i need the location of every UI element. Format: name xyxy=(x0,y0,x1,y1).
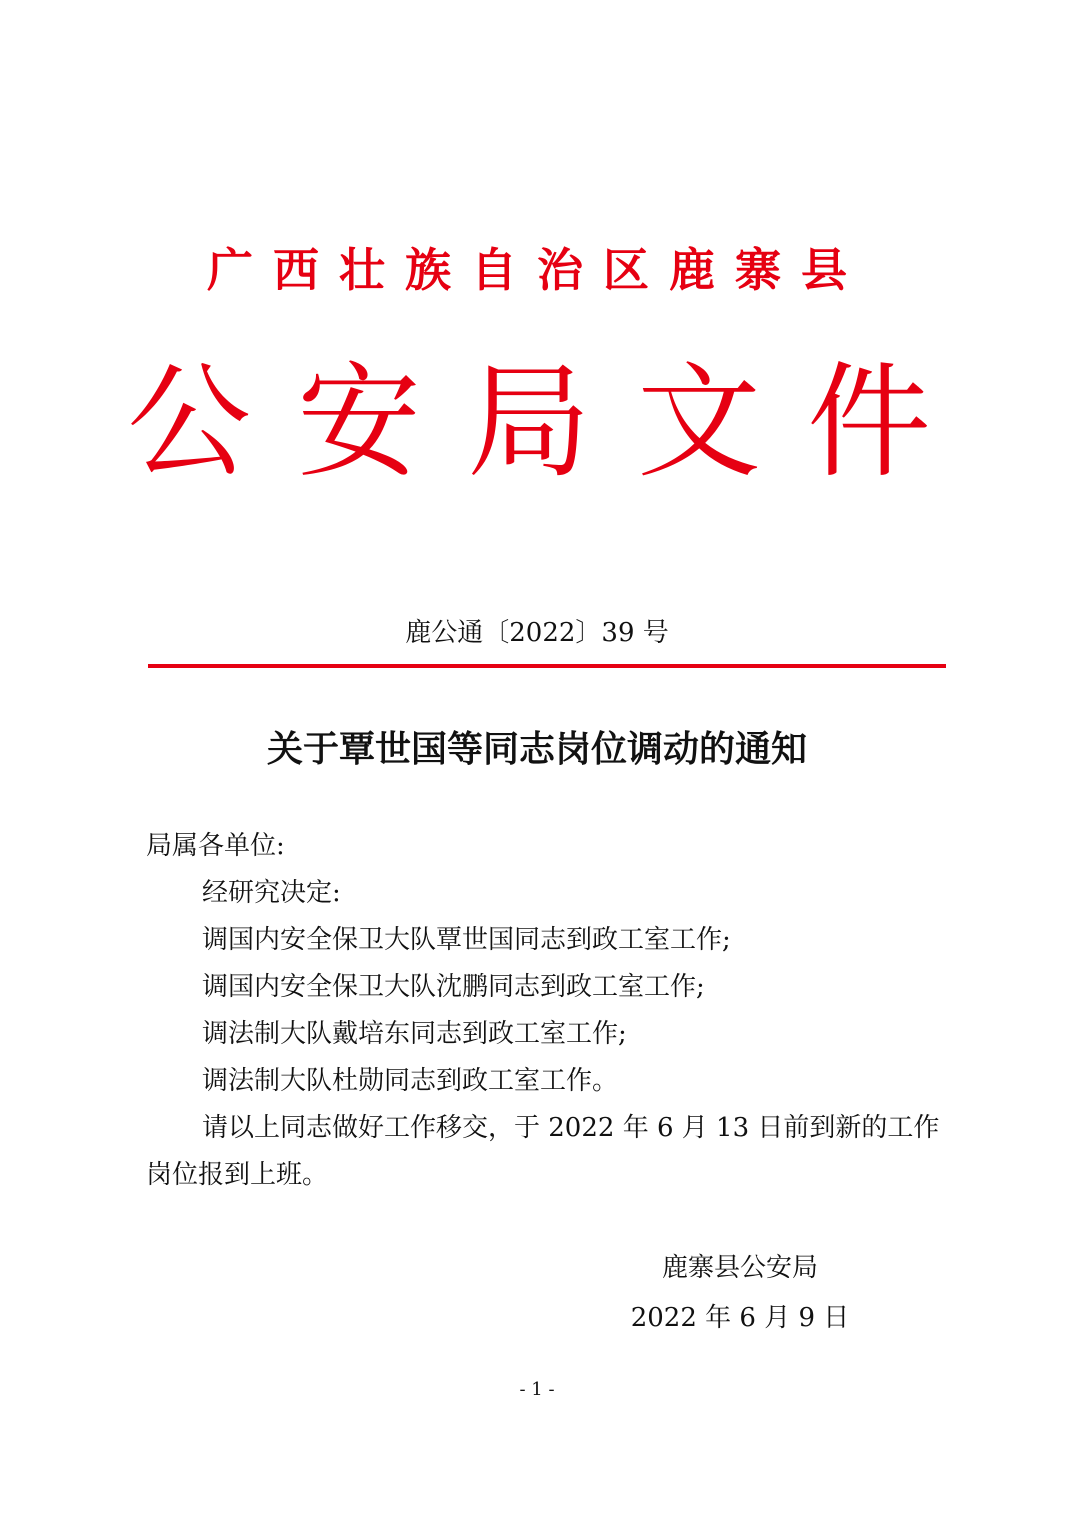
body-paragraph: 经研究决定: xyxy=(202,878,341,908)
signature-organization: 鹿寨县公安局 xyxy=(661,1253,818,1283)
salutation: 局属各单位: xyxy=(146,831,285,861)
document-title: 关于覃世国等同志岗位调动的通知 xyxy=(266,728,807,770)
signature-date: 2022 年 6 月 9 日 xyxy=(630,1303,850,1333)
body-paragraph: 调法制大队杜勋同志到政工室工作。 xyxy=(202,1066,619,1096)
issuer-name-line: 广西壮族自治区鹿寨县 xyxy=(207,243,867,297)
signature-block xyxy=(620,1243,860,1343)
body-paragraph: 请以上同志做好工作移交，于 2022 年 6 月 13 日前到新的工作岗位报到上班。 xyxy=(146,1113,940,1190)
body-paragraph: 调国内安全保卫大队覃世国同志到政工室工作; xyxy=(202,925,731,955)
red-divider-line xyxy=(148,664,946,668)
document-body xyxy=(146,823,946,1199)
document-number: 鹿公通〔2022〕39 号 xyxy=(405,618,669,648)
body-paragraph: 调法制大队戴培东同志到政工室工作; xyxy=(202,1019,627,1049)
body-paragraph: 调国内安全保卫大队沈鹏同志到政工室工作; xyxy=(202,972,705,1002)
page-number: - 1 - xyxy=(519,1379,555,1400)
document-type-heading: 公安局文件 xyxy=(126,351,977,495)
